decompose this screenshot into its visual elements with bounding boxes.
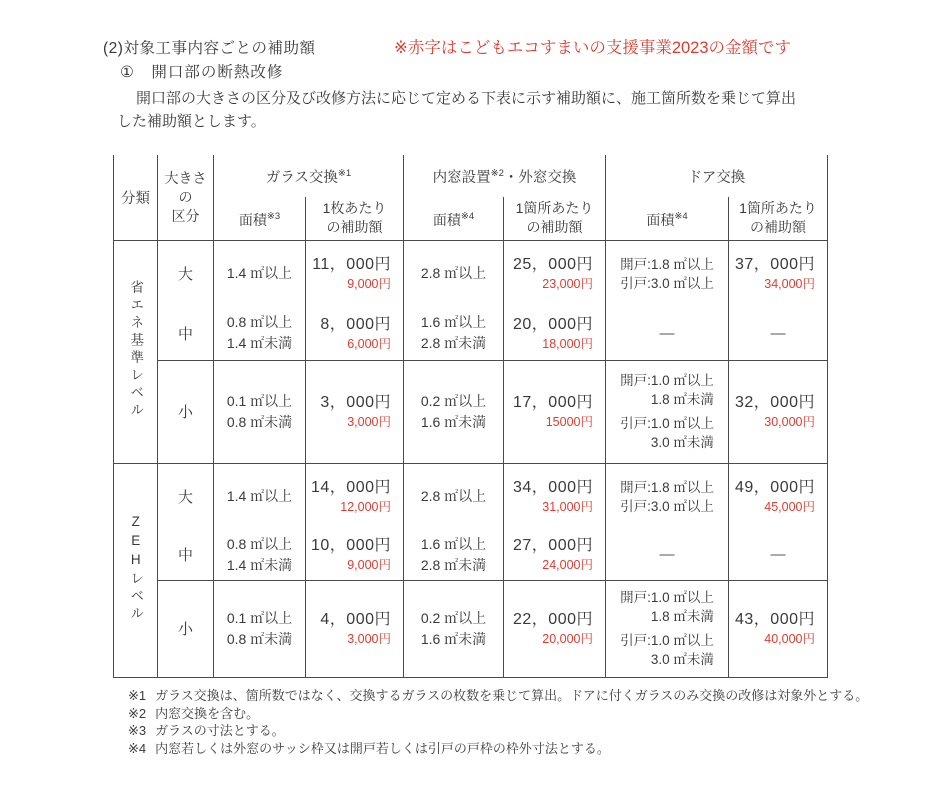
table-row [114, 307, 828, 360]
amount-label-line: 1箇所あたり [515, 200, 594, 217]
window-area-cell [404, 360, 504, 463]
amount-current: 22，000円 [513, 611, 593, 628]
description-line: した補助額とします。 [117, 113, 266, 130]
footnote-line [128, 722, 868, 740]
door-area-line: 引戸:3.0 ㎡以上 [620, 275, 714, 291]
amount-current: 8，000円 [320, 315, 391, 333]
footnote-marker: ※3 [128, 723, 147, 738]
amount-2023: 18,000円 [542, 336, 593, 351]
area-value: 0.8 ㎡未満 [226, 413, 293, 430]
size-label: 中 [177, 325, 193, 343]
amount-current: 17，000円 [513, 394, 593, 411]
footnote-text: 内窓若しくは外窓のサッシ枠又は開戸若しくは引戸の戸枠の枠外寸法とする。 [155, 740, 610, 756]
size-cell [158, 360, 214, 463]
amount-label-line: の補助額 [750, 219, 806, 236]
amount-current: 43，000円 [735, 611, 815, 628]
size-label: 大 [177, 489, 193, 507]
amount-current: 14，000円 [311, 479, 391, 497]
no-value-dash: ― [659, 324, 675, 342]
amount-label-line: の補助額 [526, 219, 583, 236]
footnote-line [128, 740, 868, 758]
amount-current: 3，000円 [320, 394, 391, 411]
col-header-size-line: 区分 [171, 207, 200, 224]
col-header-door-amount [729, 197, 828, 240]
door-area-line: 開戸:1.8 ㎡以上 [620, 479, 714, 495]
area-value: 1.6 ㎡未満 [420, 413, 487, 430]
size-label: 小 [177, 404, 193, 421]
window-amount-cell [504, 580, 606, 677]
door-area-cell [606, 530, 729, 580]
window-area-cell [404, 463, 504, 530]
footnote-marker: ※2 [128, 705, 147, 721]
area-value: 0.8 ㎡未満 [226, 630, 293, 647]
amount-2023: 3,000円 [347, 415, 391, 429]
col-header-glass-label: ガラス交換 [265, 169, 338, 186]
amount-label-line: 1枚あたり [322, 200, 387, 217]
no-value-dash: ― [770, 546, 786, 564]
col-header-size-line: 大きさの [164, 169, 207, 205]
no-value-dash: ― [659, 546, 675, 564]
table-row [114, 580, 828, 677]
subsection-title: ① 開口部の断熱改修 [120, 64, 284, 81]
footnote-text: ガラス交換は、箇所数ではなく、交換するガラスの枚数を乗じて算出。ドアに付くガラスのみ交換の改修は対象外とする。 [155, 688, 869, 703]
area-value: 2.8 ㎡未満 [420, 335, 487, 352]
glass-area-cell [214, 463, 306, 530]
door-area-cell [606, 580, 729, 677]
amount-2023: 9,000円 [347, 558, 391, 573]
window-amount-cell [504, 240, 606, 307]
glass-area-cell [214, 530, 306, 580]
no-value-dash: ― [770, 324, 786, 342]
door-amount-cell [729, 580, 828, 677]
area-value: 1.6 ㎡未満 [420, 630, 487, 647]
glass-amount-cell [306, 463, 404, 530]
glass-area-cell [214, 307, 306, 360]
col-header-category-label: 分類 [121, 190, 150, 207]
area-value: 1.6 ㎡以上 [420, 314, 487, 331]
area-value: 0.8 ㎡以上 [226, 314, 293, 331]
door-area-line: 1.8 ㎡未満 [650, 392, 714, 407]
amount-current: 11，000円 [312, 256, 391, 274]
door-amount-cell [729, 307, 828, 360]
door-area-cell [606, 360, 729, 463]
amount-current: 34，000円 [513, 479, 593, 497]
size-label: 中 [177, 547, 193, 565]
door-amount-cell [729, 463, 828, 530]
glass-area-cell [214, 580, 306, 677]
description-paragraph [117, 87, 796, 133]
area-value: 1.4 ㎡未満 [226, 556, 293, 573]
col-header-window [404, 155, 606, 197]
amount-2023: 34,000円 [764, 277, 815, 292]
glass-amount-cell [306, 307, 404, 360]
area-value: 0.2 ㎡以上 [420, 392, 487, 409]
footnote-marker: ※4 [128, 740, 147, 756]
door-area-cell [606, 463, 729, 530]
subsidy-table [113, 155, 828, 678]
area-value: 2.8 ㎡以上 [420, 488, 487, 505]
description-line: 開口部の大きさの区分及び改修方法に応じて定める下表に示す補助額に、施工箇所数を乗じて算出 [136, 90, 797, 107]
table-subheader-row [114, 197, 828, 240]
amount-2023: 30,000円 [764, 415, 815, 429]
footnote-text: ガラスの寸法とする。 [155, 723, 285, 738]
amount-label-line: の補助額 [326, 219, 383, 236]
door-area-line: 引戸:3.0 ㎡以上 [620, 498, 714, 514]
amount-current: 10，000円 [311, 537, 391, 555]
amount-current: 25，000円 [513, 256, 593, 274]
col-header-door-area [606, 197, 729, 240]
size-label: 大 [177, 266, 193, 284]
door-area-line: 1.8 ㎡未満 [650, 609, 714, 624]
size-cell [158, 463, 214, 530]
amount-2023: 6,000円 [347, 336, 391, 351]
footnote-ref: ※3 [266, 210, 281, 222]
door-area-lines [620, 478, 714, 516]
table-row [114, 463, 828, 530]
glass-amount-cell [306, 580, 404, 677]
amount-current: 49，000円 [735, 479, 815, 497]
red-amount-note: ※赤字はこどもエコすまいの支援事業2023の金額です [394, 39, 792, 57]
amount-2023: 3,000円 [347, 632, 391, 646]
door-area-lines [620, 588, 714, 669]
table-header-row [114, 155, 828, 197]
door-amount-cell [729, 360, 828, 463]
amount-2023: 23,000円 [542, 277, 593, 292]
area-value: 1.4 ㎡未満 [226, 335, 293, 352]
footnote-line [128, 687, 868, 705]
size-cell [158, 530, 214, 580]
amount-current: 20，000円 [513, 315, 593, 333]
door-area-line: 開戸:1.0 ㎡以上 [620, 373, 714, 388]
area-label: 面積 [432, 211, 461, 228]
section-title: (2)対象工事内容ごとの補助額 [103, 40, 316, 57]
window-area-cell [404, 580, 504, 677]
area-value: 2.8 ㎡未満 [420, 556, 487, 573]
area-value: 0.1 ㎡以上 [226, 392, 293, 409]
amount-2023: 12,000円 [340, 500, 391, 515]
col-header-door [606, 155, 828, 197]
door-area-line: 3.0 ㎡未満 [650, 435, 714, 450]
amount-current: 4，000円 [320, 611, 391, 628]
glass-area-cell [214, 240, 306, 307]
door-amount-cell [729, 240, 828, 307]
amount-label-line: 1箇所あたり [739, 200, 817, 217]
door-area-cell [606, 307, 729, 360]
door-area-line: 開戸:1.0 ㎡以上 [620, 590, 714, 605]
footnote-text: 内窓交換を含む。 [155, 705, 260, 721]
col-header-size [158, 155, 214, 240]
col-header-window-label: 内窓設置 [432, 169, 491, 186]
footnote-line [128, 705, 868, 723]
amount-2023: 20,000円 [542, 632, 593, 646]
area-value: 1.4 ㎡以上 [226, 265, 293, 282]
size-label: 小 [177, 621, 193, 638]
amount-2023: 45,000円 [764, 500, 815, 515]
door-area-line: 引戸:1.0 ㎡以上 [620, 416, 714, 431]
footnote-ref: ※2 [490, 167, 504, 179]
footnote-ref: ※1 [337, 167, 352, 179]
area-value: 0.2 ㎡以上 [420, 609, 487, 626]
table-row [114, 360, 828, 463]
col-header-door-label: ドア交換 [687, 169, 746, 186]
size-cell [158, 240, 214, 307]
category-cell [114, 463, 158, 677]
col-header-window-area [404, 197, 504, 240]
table-row [114, 530, 828, 580]
door-area-line: 開戸:1.8 ㎡以上 [620, 256, 714, 272]
window-amount-cell [504, 307, 606, 360]
col-header-glass [214, 155, 404, 197]
amount-2023: 40,000円 [764, 632, 815, 646]
amount-2023: 24,000円 [542, 558, 593, 573]
area-value: 0.8 ㎡以上 [226, 535, 293, 552]
window-amount-cell [504, 530, 606, 580]
category-cell [114, 240, 158, 463]
category-label: ZEHレベル [128, 513, 144, 624]
glass-amount-cell [306, 360, 404, 463]
door-area-line: 3.0 ㎡未満 [650, 652, 714, 667]
amount-current: 37，000円 [735, 256, 815, 274]
area-value: 1.6 ㎡以上 [420, 535, 487, 552]
glass-amount-cell [306, 530, 404, 580]
area-value: 0.1 ㎡以上 [226, 609, 293, 626]
footnote-ref: ※4 [674, 210, 688, 222]
table-row [114, 240, 828, 307]
col-header-window-label2: ・外窓交換 [503, 169, 577, 186]
footnote-marker: ※1 [128, 688, 147, 703]
col-header-glass-area [214, 197, 306, 240]
area-label: 面積 [238, 211, 267, 228]
door-amount-cell [729, 530, 828, 580]
area-value: 2.8 ㎡以上 [420, 265, 487, 282]
size-cell [158, 307, 214, 360]
door-area-lines [620, 255, 714, 293]
window-area-cell [404, 307, 504, 360]
col-header-glass-amount [306, 197, 404, 240]
glass-area-cell [214, 360, 306, 463]
category-label: 省エネ基準レベル [128, 280, 144, 420]
door-area-lines [620, 371, 714, 452]
amount-2023: 31,000円 [542, 500, 593, 515]
door-area-line: 引戸:1.0 ㎡以上 [620, 633, 714, 648]
amount-current: 27，000円 [513, 537, 593, 555]
col-header-category [114, 155, 158, 240]
window-area-cell [404, 530, 504, 580]
window-amount-cell [504, 463, 606, 530]
footnote-ref: ※4 [460, 210, 475, 222]
amount-current: 32，000円 [735, 394, 815, 411]
door-area-cell [606, 240, 729, 307]
glass-amount-cell [306, 240, 404, 307]
amount-2023: 15000円 [545, 415, 593, 429]
size-cell [158, 580, 214, 677]
area-value: 1.4 ㎡以上 [226, 488, 293, 505]
amount-2023: 9,000円 [347, 277, 391, 292]
area-label: 面積 [646, 211, 675, 228]
col-header-window-amount [504, 197, 606, 240]
window-amount-cell [504, 360, 606, 463]
footnotes [128, 687, 868, 757]
window-area-cell [404, 240, 504, 307]
